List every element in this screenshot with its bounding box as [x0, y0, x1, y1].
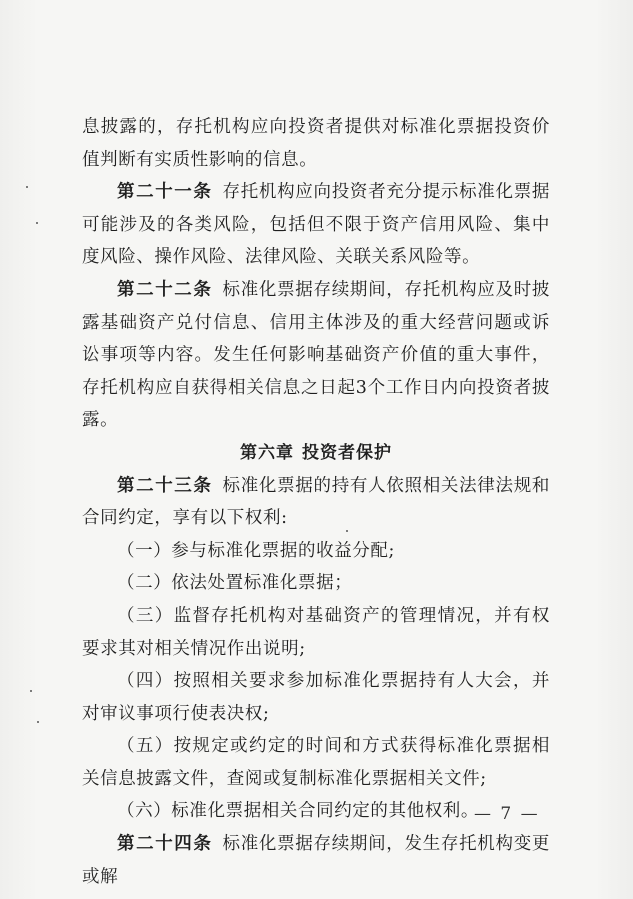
scan-speck: [26, 186, 28, 188]
paragraph-continuation: [82, 111, 550, 176]
chapter-title: 投资者保护: [302, 442, 392, 463]
article-number: 第二十二条: [117, 279, 213, 300]
list-item: （五）按规定或约定的时间和方式获得标准化票据相关信息披露文件，查阅或复制标准化票据相关文件;: [82, 736, 550, 789]
list-item: （二）依法处置标准化票据；: [117, 573, 353, 594]
list-item: （一）参与标准化票据的收益分配;: [117, 540, 395, 561]
list-item: （四）按照相关要求参加标准化票据持有人大会，并对审议事项行使表决权;: [82, 671, 550, 724]
article-23: [82, 470, 550, 535]
list-item: （六）标准化票据相关合同约定的其他权利。: [117, 801, 479, 822]
article-text: 标准化票据存续期间，存托机构应及时披露基础资产兑付信息、信用主体涉及的重大经营问题或诉讼事项等内容。发生任何影响基础资产价值的重大事件，存托机构应自获得相关信息之日起3个工作日内向投资者披露。: [82, 279, 550, 431]
article-21: [82, 176, 550, 274]
article-number: 第二十一条: [117, 182, 213, 203]
scan-speck: [37, 721, 39, 723]
paragraph-text: 息披露的，存托机构应向投资者提供对标准化票据投资价值判断有实质性影响的信息。: [82, 117, 550, 170]
chapter-number: 第六章: [240, 442, 294, 463]
page-number: — 7 —: [474, 804, 540, 824]
article-24: [82, 828, 550, 893]
article-text: 标准化票据存续期间，发生存托机构变更或解: [82, 834, 550, 887]
scan-speck: [36, 222, 38, 224]
article-number: 第二十三条: [117, 475, 213, 496]
article-number: 第二十四条: [117, 834, 213, 855]
article-22: [82, 274, 550, 437]
chapter-heading: [82, 437, 550, 470]
scan-speck: [30, 690, 32, 692]
list-item: （三）监督存托机构对基础资产的管理情况，并有权要求其对相关情况作出说明;: [82, 605, 550, 659]
article-text: 存托机构应向投资者充分提示标准化票据可能涉及的各类风险，包括但不限于资产信用风险、集中度风险、操作风险、法律风险、关联关系风险等。: [82, 182, 550, 268]
article-text: 标准化票据的持有人依照相关法律法规和合同约定，享有以下权利:: [82, 475, 550, 529]
document-body: [82, 111, 550, 893]
